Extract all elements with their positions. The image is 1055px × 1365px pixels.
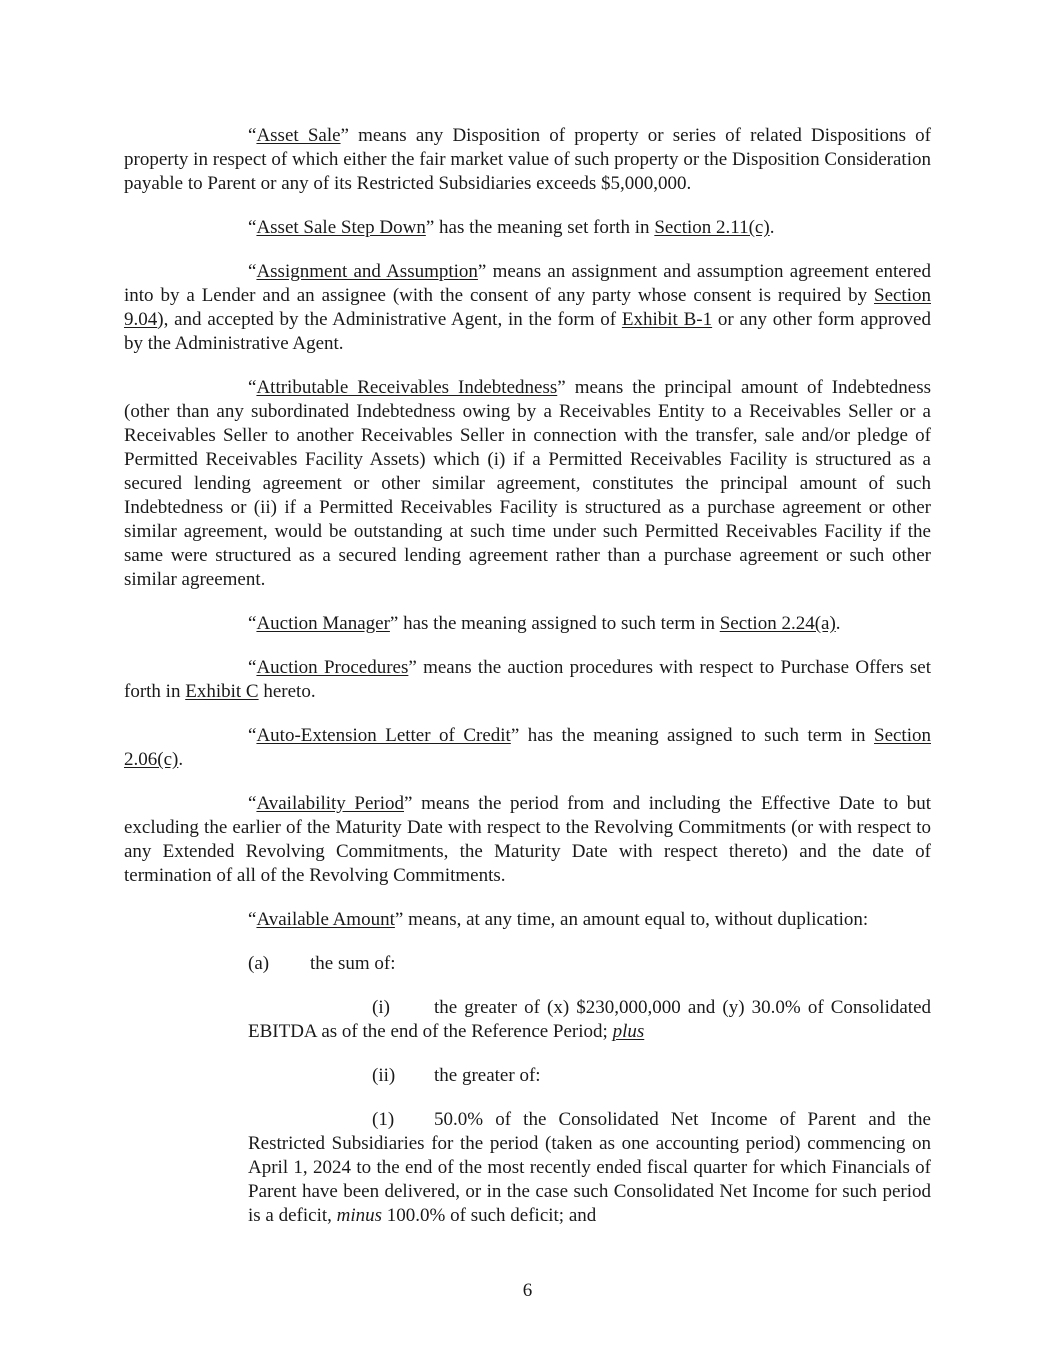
emphasis: plus <box>612 1021 645 1042</box>
defined-term: Asset Sale Step Down <box>256 217 426 238</box>
definition-asset-sale: “Asset Sale” means any Disposition of property or series of related Dispositions of property in respect of which either the fair market value of such property or the Disposition Consideration payable to Parent or any of its Restricted Subsidiaries exceeds $5,000,000. <box>124 125 932 194</box>
definition-auto-extension-letter-of-credit: “Auto-Extension Letter of Credit” has the meaning assigned to such term in Section 2.06(c). <box>124 725 931 770</box>
definition-asset-sale-step-down: “Asset Sale Step Down” has the meaning set forth in Section 2.11(c). <box>248 217 775 238</box>
defined-term: Available Amount <box>256 909 395 930</box>
definition-assignment-and-assumption: “Assignment and Assumption” means an assignment and assumption agreement entered into by a Lender and an assignee (with the consent of any party whose consent is required by Section 9.04), and accepted by the Administrative Agent, in the form of Exhibit B-1 or any other form approved by the Administrative Agent. <box>124 261 931 354</box>
definition-availability-period: “Availability Period” means the period from and including the Effective Date to but excluding the earlier of the Maturity Date with respect to the Revolving Commitments (or with respect to any Extended Revolving Commitments, the Maturity Date with respect thereto) and the date of termination of all of the Revolving Commitments. <box>124 793 931 886</box>
clause-number: (a) <box>248 953 270 974</box>
section-reference: Section 2.24(a) <box>719 613 836 634</box>
defined-term: Auto-Extension Letter of Credit <box>256 725 511 746</box>
clause-number: (1) <box>372 1109 395 1130</box>
defined-term: Availability Period <box>256 793 405 814</box>
section-reference: Section 9.04 <box>124 285 931 330</box>
exhibit-reference: Exhibit C <box>185 681 259 702</box>
defined-term: Attributable Receivables Indebtedness <box>256 377 558 398</box>
clause-number: (i) <box>372 997 390 1018</box>
exhibit-reference: Exhibit B-1 <box>621 309 713 330</box>
clause-ii: (ii) the greater of: <box>372 1065 541 1086</box>
clause-a: (a) the sum of: <box>248 953 396 974</box>
defined-term: Asset Sale <box>256 125 341 146</box>
definition-auction-procedures: “Auction Procedures” means the auction procedures with respect to Purchase Offers set forth in Exhibit C hereto. <box>124 657 931 702</box>
defined-term: Auction Manager <box>256 613 390 634</box>
clause-i: (i) the greater of (x) $230,000,000 and (y) 30.0% of Consolidated EBITDA as of the end of the Reference Period; plus <box>248 997 931 1042</box>
definition-attributable-receivables-indebtedness: “Attributable Receivables Indebtedness” means the principal amount of Indebtedness (other than any subordinated Indebtedness owing by a Receivables Entity to a Receivables Seller or a Receivables Seller to another Receivables Seller in connection with the transfer, sale and/or pledge of Permitted Receivables Facility Assets) which (i) if a Permitted Receivables Facility is structured as a secured lending agreement or other similar agreement, constitutes the principal amount of such Indebtedness or (ii) if a Permitted Receivables Facility is structured as a purchase agreement or other similar agreement, would be outstanding at such time under such Permitted Receivables Facility if the same were structured as a secured lending agreement rather than a purchase agreement or such other similar agreement. <box>124 377 932 590</box>
document-page <box>124 124 931 1248</box>
definition-auction-manager: “Auction Manager” has the meaning assigned to such term in Section 2.24(a). <box>248 613 841 634</box>
section-reference: Section 2.06(c) <box>124 725 931 770</box>
clause-1: (1) 50.0% of the Consolidated Net Income of Parent and the Restricted Subsidiaries for the period (taken as one accounting period) commencing on April 1, 2024 to the end of the most recently ended fiscal quarter for which Financials of Parent have been delivered, or in the case such Consolidated Net Income for such period is a deficit, minus 100.0% of such deficit; and <box>248 1109 931 1226</box>
page-number: 6 <box>522 1280 533 1301</box>
emphasis: minus <box>336 1205 383 1226</box>
defined-term: Auction Procedures <box>256 657 409 678</box>
definition-available-amount: “Available Amount” means, at any time, an amount equal to, without duplication: <box>248 909 869 930</box>
clause-number: (ii) <box>372 1065 396 1086</box>
section-reference: Section 2.11(c) <box>654 217 770 238</box>
defined-term: Assignment and Assumption <box>256 261 478 282</box>
